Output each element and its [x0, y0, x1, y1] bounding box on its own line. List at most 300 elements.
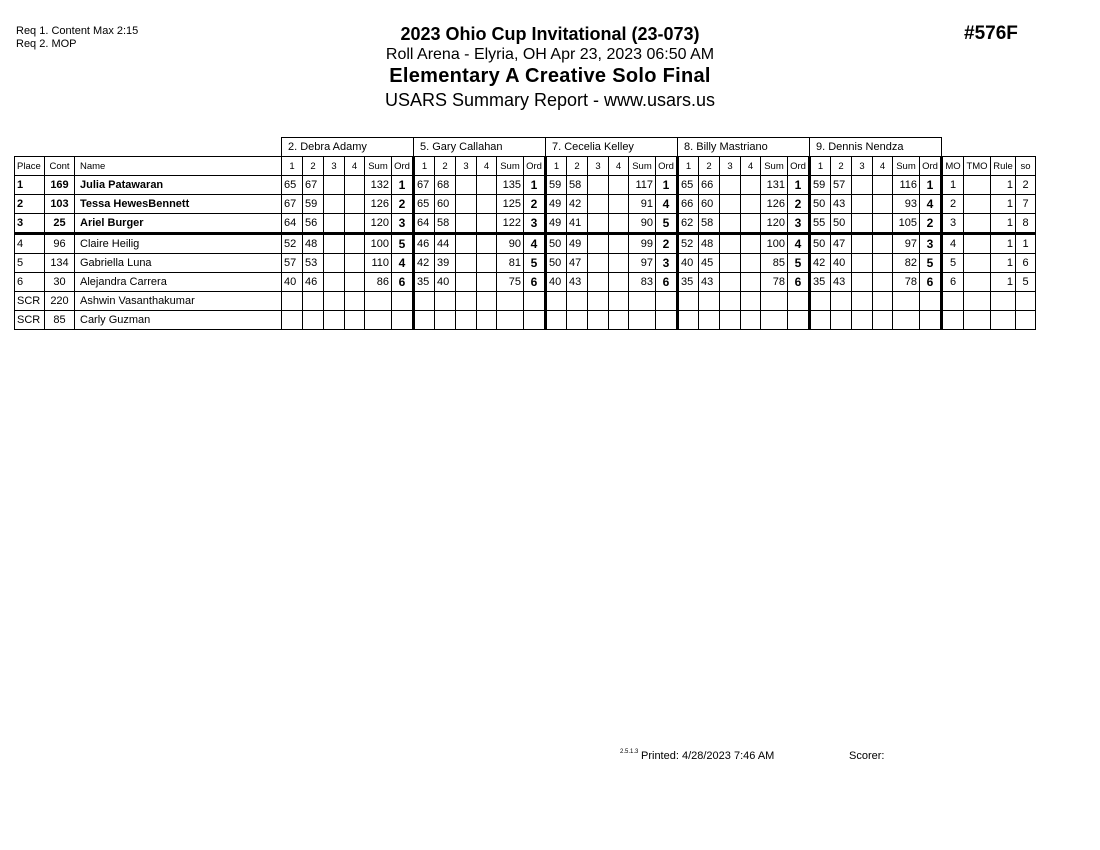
tmo-cell	[964, 195, 991, 214]
sum-cell: 82	[893, 254, 920, 273]
mark-cell: 48	[303, 234, 324, 254]
mo-cell: 5	[942, 254, 964, 273]
mark-cell	[303, 292, 324, 311]
place-cell: 1	[15, 176, 45, 195]
ordinal-cell: 5	[788, 254, 810, 273]
mark-cell	[873, 214, 893, 234]
sum-cell: 86	[365, 273, 392, 292]
mark-cell	[810, 311, 831, 330]
sum-cell: 97	[629, 254, 656, 273]
mark-cell	[567, 292, 588, 311]
mark-cell	[588, 292, 609, 311]
mark-cell	[456, 214, 477, 234]
mark-cell	[720, 311, 741, 330]
sum-cell: 81	[497, 254, 524, 273]
mark-cell	[345, 176, 365, 195]
mark-cell	[852, 273, 873, 292]
event-id: #576F	[964, 23, 1018, 44]
mark-cell	[873, 195, 893, 214]
rule-cell: 1	[991, 176, 1016, 195]
requirements	[16, 25, 138, 50]
mark-cell	[345, 311, 365, 330]
contestant-number: 134	[45, 254, 75, 273]
mark-cell	[852, 214, 873, 234]
mark-cell	[567, 311, 588, 330]
mark-cell	[873, 311, 893, 330]
ordinal-cell: 2	[392, 195, 414, 214]
header-mark-1: 1	[414, 157, 435, 176]
mark-cell: 42	[810, 254, 831, 273]
ordinal-cell: 5	[392, 234, 414, 254]
ordinal-cell: 2	[920, 214, 942, 234]
header-mark-4: 4	[477, 157, 497, 176]
mark-cell	[741, 234, 761, 254]
sum-cell: 97	[893, 234, 920, 254]
mark-cell	[456, 273, 477, 292]
mark-cell: 62	[678, 214, 699, 234]
ordinal-cell: 1	[656, 176, 678, 195]
mark-cell: 66	[678, 195, 699, 214]
mark-cell: 65	[678, 176, 699, 195]
contestant-number: 96	[45, 234, 75, 254]
mark-cell	[324, 195, 345, 214]
sum-cell	[761, 311, 788, 330]
mark-cell: 60	[435, 195, 456, 214]
mark-cell: 50	[831, 214, 852, 234]
so-cell	[1016, 311, 1036, 330]
header-ord: Ord	[920, 157, 942, 176]
mark-cell: 53	[303, 254, 324, 273]
sum-cell: 126	[365, 195, 392, 214]
mark-cell: 66	[699, 176, 720, 195]
mark-cell	[456, 311, 477, 330]
mark-cell: 42	[567, 195, 588, 214]
so-cell: 5	[1016, 273, 1036, 292]
mark-cell	[678, 292, 699, 311]
header-mark-3: 3	[852, 157, 873, 176]
sum-cell	[365, 292, 392, 311]
mo-cell	[942, 311, 964, 330]
mark-cell	[609, 311, 629, 330]
sum-cell: 120	[761, 214, 788, 234]
tmo-cell	[964, 214, 991, 234]
mark-cell	[741, 292, 761, 311]
judge-name: 8. Billy Mastriano	[678, 138, 810, 157]
sum-cell: 90	[629, 214, 656, 234]
mark-cell: 48	[699, 234, 720, 254]
rule-cell: 1	[991, 254, 1016, 273]
skater-name: Carly Guzman	[75, 311, 282, 330]
sum-cell: 100	[365, 234, 392, 254]
mark-cell	[873, 273, 893, 292]
so-cell: 7	[1016, 195, 1036, 214]
blank-cell	[942, 138, 1036, 157]
header-mark-2: 2	[831, 157, 852, 176]
mark-cell	[678, 311, 699, 330]
sum-cell: 91	[629, 195, 656, 214]
contestant-number: 85	[45, 311, 75, 330]
rule-cell: 1	[991, 234, 1016, 254]
sum-cell	[497, 311, 524, 330]
ordinal-cell: 2	[788, 195, 810, 214]
mark-cell	[588, 311, 609, 330]
skater-name: Ashwin Vasanthakumar	[75, 292, 282, 311]
mark-cell	[477, 214, 497, 234]
result-row	[15, 273, 1036, 292]
mark-cell	[345, 214, 365, 234]
printed-timestamp: Printed: 4/28/2023 7:46 AM	[641, 750, 775, 762]
ordinal-cell: 4	[788, 234, 810, 254]
judge-name: 9. Dennis Nendza	[810, 138, 942, 157]
tmo-cell	[964, 311, 991, 330]
sum-cell: 78	[893, 273, 920, 292]
mark-cell: 52	[282, 234, 303, 254]
ordinal-cell: 4	[920, 195, 942, 214]
so-cell: 1	[1016, 234, 1036, 254]
sum-cell: 85	[761, 254, 788, 273]
mark-cell	[609, 214, 629, 234]
ordinal-cell: 2	[524, 195, 546, 214]
header-ord: Ord	[392, 157, 414, 176]
mark-cell	[609, 176, 629, 195]
header-mark-4: 4	[609, 157, 629, 176]
mark-cell	[477, 273, 497, 292]
mark-cell	[873, 176, 893, 195]
mark-cell: 49	[546, 195, 567, 214]
skater-name: Ariel Burger	[75, 214, 282, 234]
header-rule: Rule	[991, 157, 1016, 176]
ordinal-cell: 1	[392, 176, 414, 195]
sum-cell: 135	[497, 176, 524, 195]
header-sum: Sum	[365, 157, 392, 176]
rule-cell: 1	[991, 214, 1016, 234]
mark-cell	[477, 176, 497, 195]
mark-cell	[741, 273, 761, 292]
header-mark-1: 1	[546, 157, 567, 176]
mark-cell	[456, 254, 477, 273]
mo-cell: 6	[942, 273, 964, 292]
mark-cell: 40	[831, 254, 852, 273]
skater-name: Tessa HewesBennett	[75, 195, 282, 214]
ordinal-cell: 6	[656, 273, 678, 292]
contestant-number: 220	[45, 292, 75, 311]
ordinal-cell: 3	[656, 254, 678, 273]
mark-cell	[477, 234, 497, 254]
mark-cell: 49	[546, 214, 567, 234]
judge-name: 7. Cecelia Kelley	[546, 138, 678, 157]
mark-cell	[456, 234, 477, 254]
header-mark-1: 1	[282, 157, 303, 176]
mark-cell: 35	[810, 273, 831, 292]
rule-cell	[991, 292, 1016, 311]
header-mark-4: 4	[741, 157, 761, 176]
mark-cell	[324, 273, 345, 292]
skater-name: Gabriella Luna	[75, 254, 282, 273]
mark-cell: 44	[435, 234, 456, 254]
ordinal-cell: 6	[788, 273, 810, 292]
mark-cell	[324, 234, 345, 254]
rule-cell: 1	[991, 273, 1016, 292]
ordinal-cell: 6	[524, 273, 546, 292]
scorer-label: Scorer:	[849, 750, 885, 762]
ordinal-cell: 1	[920, 176, 942, 195]
mark-cell	[699, 292, 720, 311]
place-cell: 5	[15, 254, 45, 273]
mark-cell	[324, 254, 345, 273]
tmo-cell	[964, 254, 991, 273]
column-header-row	[15, 157, 1036, 176]
ordinal-cell: 5	[656, 214, 678, 234]
event-name: Elementary A Creative Solo Final	[389, 65, 711, 87]
mark-cell	[414, 292, 435, 311]
mark-cell: 57	[831, 176, 852, 195]
tmo-cell	[964, 234, 991, 254]
result-row	[15, 214, 1036, 234]
mark-cell: 50	[546, 254, 567, 273]
judges-row	[15, 138, 1036, 157]
sum-cell	[761, 292, 788, 311]
mark-cell	[477, 311, 497, 330]
sum-cell: 132	[365, 176, 392, 195]
mark-cell	[873, 254, 893, 273]
venue-line: Roll Arena - Elyria, OH Apr 23, 2023 06:50 AM	[385, 46, 715, 63]
mark-cell: 65	[414, 195, 435, 214]
mark-cell	[588, 234, 609, 254]
mark-cell	[831, 292, 852, 311]
mark-cell	[720, 273, 741, 292]
result-row	[15, 292, 1036, 311]
sum-cell: 126	[761, 195, 788, 214]
mark-cell: 43	[831, 195, 852, 214]
mark-cell: 50	[810, 195, 831, 214]
mark-cell	[873, 292, 893, 311]
mark-cell	[852, 176, 873, 195]
header-ord: Ord	[524, 157, 546, 176]
sum-cell: 122	[497, 214, 524, 234]
mark-cell	[852, 292, 873, 311]
mark-cell: 67	[303, 176, 324, 195]
ordinal-cell: 4	[656, 195, 678, 214]
result-row	[15, 254, 1036, 273]
ordinal-cell: 5	[920, 254, 942, 273]
mark-cell: 43	[831, 273, 852, 292]
mark-cell	[588, 254, 609, 273]
header-ord: Ord	[788, 157, 810, 176]
header-ord: Ord	[656, 157, 678, 176]
result-row	[15, 311, 1036, 330]
mark-cell	[324, 176, 345, 195]
sum-cell: 116	[893, 176, 920, 195]
sum-cell: 131	[761, 176, 788, 195]
requirement-2: Req 2. MOP	[16, 37, 77, 50]
mark-cell	[303, 311, 324, 330]
ordinal-cell	[788, 311, 810, 330]
sum-cell	[365, 311, 392, 330]
header-name: Name	[75, 157, 282, 176]
mark-cell	[345, 292, 365, 311]
mark-cell	[456, 176, 477, 195]
mark-cell: 42	[414, 254, 435, 273]
contestant-number: 103	[45, 195, 75, 214]
mo-cell: 3	[942, 214, 964, 234]
mark-cell	[414, 311, 435, 330]
contestant-number: 30	[45, 273, 75, 292]
mark-cell: 58	[699, 214, 720, 234]
mark-cell	[477, 254, 497, 273]
ordinal-cell	[524, 292, 546, 311]
mark-cell: 52	[678, 234, 699, 254]
mark-cell	[435, 292, 456, 311]
mark-cell	[720, 254, 741, 273]
sum-cell: 110	[365, 254, 392, 273]
mark-cell	[345, 273, 365, 292]
ordinal-cell: 3	[524, 214, 546, 234]
tmo-cell	[964, 176, 991, 195]
mark-cell: 65	[282, 176, 303, 195]
mark-cell	[588, 273, 609, 292]
mark-cell: 64	[414, 214, 435, 234]
mark-cell	[741, 176, 761, 195]
so-cell	[1016, 292, 1036, 311]
ordinal-cell: 4	[392, 254, 414, 273]
skater-name: Julia Patawaran	[75, 176, 282, 195]
ordinal-cell: 6	[392, 273, 414, 292]
tmo-cell	[964, 273, 991, 292]
blank-cell	[15, 138, 282, 157]
mark-cell: 50	[546, 234, 567, 254]
mo-cell	[942, 292, 964, 311]
ordinal-cell: 5	[524, 254, 546, 273]
ordinal-cell	[788, 292, 810, 311]
judge-name: 2. Debra Adamy	[282, 138, 414, 157]
mark-cell: 59	[303, 195, 324, 214]
sum-cell	[629, 292, 656, 311]
mark-cell	[324, 292, 345, 311]
ordinal-cell: 6	[920, 273, 942, 292]
ordinal-cell: 3	[920, 234, 942, 254]
contestant-number: 25	[45, 214, 75, 234]
result-row	[15, 176, 1036, 195]
header-mark-2: 2	[567, 157, 588, 176]
mark-cell: 47	[831, 234, 852, 254]
header-mark-3: 3	[720, 157, 741, 176]
mo-cell: 1	[942, 176, 964, 195]
mark-cell	[546, 292, 567, 311]
rule-cell	[991, 311, 1016, 330]
result-row	[15, 195, 1036, 214]
contestant-number: 169	[45, 176, 75, 195]
sum-cell	[629, 311, 656, 330]
mark-cell: 35	[678, 273, 699, 292]
mark-cell	[588, 176, 609, 195]
mark-cell	[609, 254, 629, 273]
header-mark-1: 1	[678, 157, 699, 176]
rule-cell: 1	[991, 195, 1016, 214]
so-cell: 6	[1016, 254, 1036, 273]
sum-cell: 105	[893, 214, 920, 234]
ordinal-cell: 3	[788, 214, 810, 234]
mark-cell	[546, 311, 567, 330]
header-so: so	[1016, 157, 1036, 176]
mark-cell	[810, 292, 831, 311]
mark-cell: 47	[567, 254, 588, 273]
mark-cell: 59	[810, 176, 831, 195]
mark-cell	[720, 176, 741, 195]
header-sum: Sum	[497, 157, 524, 176]
mark-cell: 57	[282, 254, 303, 273]
mark-cell	[477, 195, 497, 214]
mark-cell: 46	[303, 273, 324, 292]
sum-cell	[893, 292, 920, 311]
header-mark-1: 1	[810, 157, 831, 176]
mark-cell	[720, 292, 741, 311]
sum-cell: 75	[497, 273, 524, 292]
judge-name: 5. Gary Callahan	[414, 138, 546, 157]
mark-cell	[741, 214, 761, 234]
header-sum: Sum	[761, 157, 788, 176]
mark-cell	[852, 254, 873, 273]
sum-cell: 99	[629, 234, 656, 254]
mark-cell	[324, 311, 345, 330]
mark-cell: 55	[810, 214, 831, 234]
report-header	[300, 24, 800, 112]
sum-cell: 90	[497, 234, 524, 254]
header-mo: MO	[942, 157, 964, 176]
ordinal-cell	[392, 292, 414, 311]
sum-cell: 83	[629, 273, 656, 292]
report-line: USARS Summary Report - www.usars.us	[384, 90, 716, 110]
header-mark-4: 4	[873, 157, 893, 176]
ordinal-cell: 2	[656, 234, 678, 254]
sum-cell	[497, 292, 524, 311]
mark-cell: 40	[546, 273, 567, 292]
mark-cell: 64	[282, 214, 303, 234]
mark-cell	[345, 254, 365, 273]
mark-cell: 60	[699, 195, 720, 214]
sum-cell: 120	[365, 214, 392, 234]
mark-cell	[609, 195, 629, 214]
mo-cell: 2	[942, 195, 964, 214]
so-cell: 2	[1016, 176, 1036, 195]
ordinal-cell	[392, 311, 414, 330]
mark-cell	[456, 292, 477, 311]
ordinal-cell	[656, 292, 678, 311]
mark-cell: 56	[303, 214, 324, 234]
ordinal-cell	[920, 311, 942, 330]
mark-cell	[345, 195, 365, 214]
mark-cell	[477, 292, 497, 311]
mark-cell	[699, 311, 720, 330]
place-cell: SCR	[15, 292, 45, 311]
mark-cell	[720, 234, 741, 254]
so-cell: 8	[1016, 214, 1036, 234]
header-mark-4: 4	[345, 157, 365, 176]
mark-cell	[852, 234, 873, 254]
mark-cell	[720, 214, 741, 234]
mark-cell	[324, 214, 345, 234]
ordinal-cell: 1	[524, 176, 546, 195]
header-mark-2: 2	[303, 157, 324, 176]
version-text: 2.5.1.3	[620, 749, 639, 755]
mark-cell	[741, 311, 761, 330]
mark-cell	[345, 234, 365, 254]
sum-cell: 100	[761, 234, 788, 254]
header-mark-2: 2	[699, 157, 720, 176]
mark-cell	[852, 311, 873, 330]
tmo-cell	[964, 292, 991, 311]
skater-name: Alejandra Carrera	[75, 273, 282, 292]
mark-cell	[435, 311, 456, 330]
